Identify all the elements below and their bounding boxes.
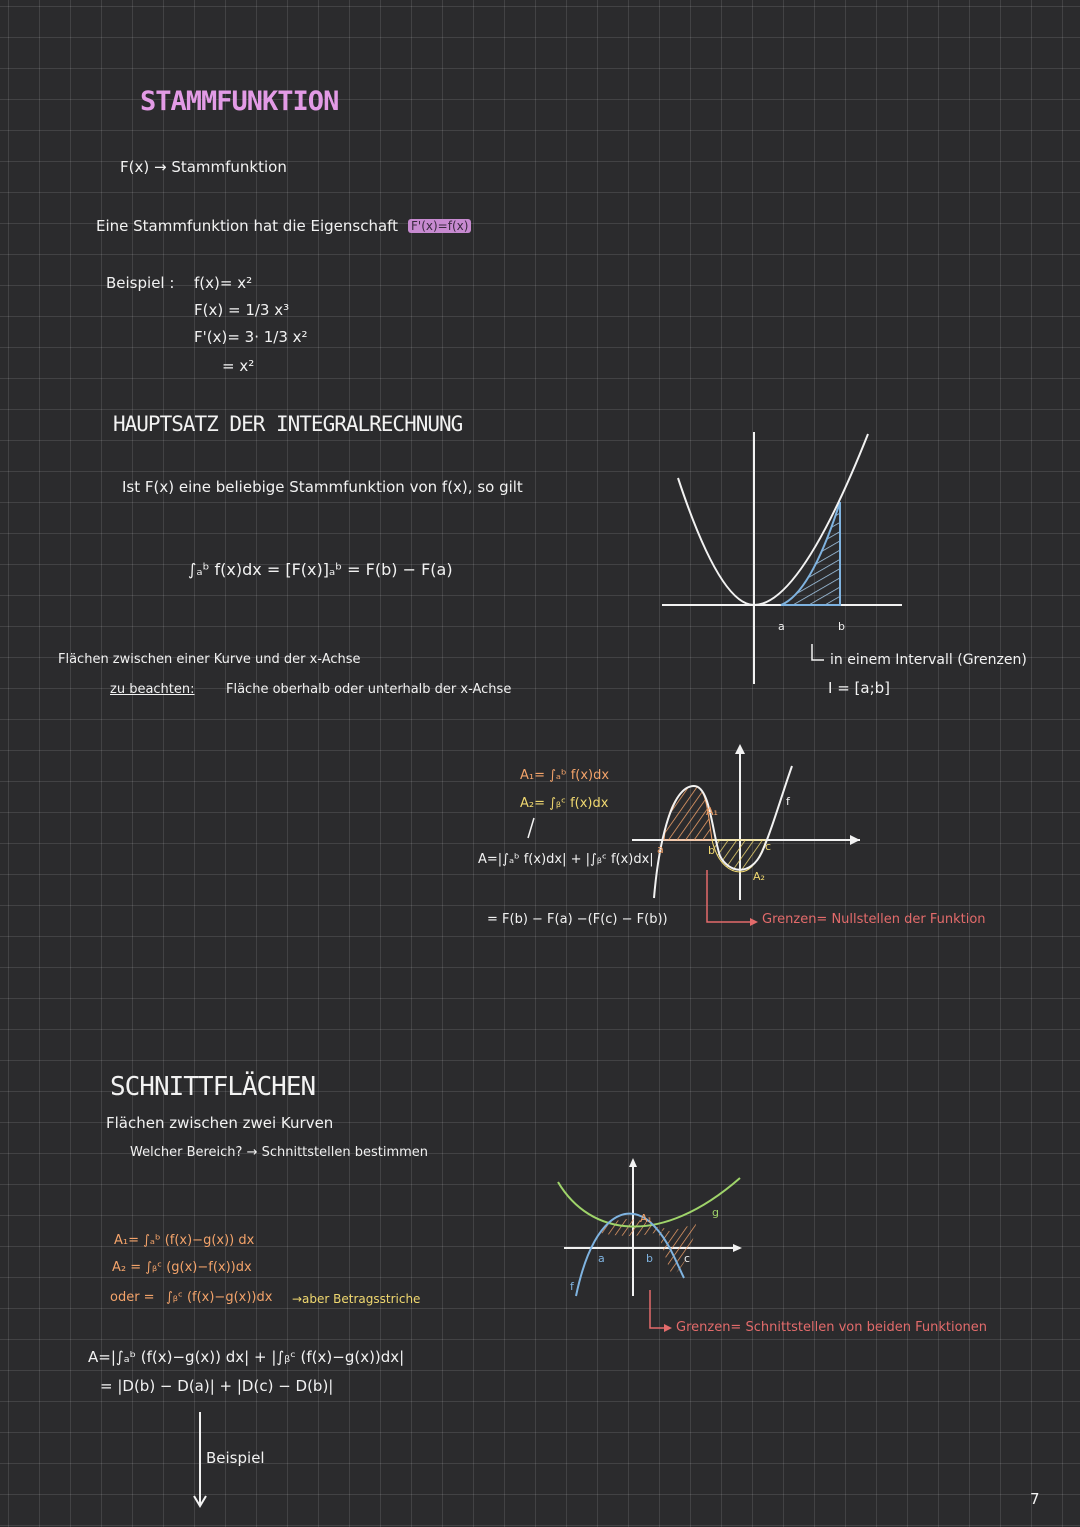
schnitt-line-2: Welcher Bereich? → Schnittstellen bestimmen	[130, 1145, 429, 1160]
oder-label: oder =	[110, 1290, 155, 1305]
formula-a1: A₁= ∫ₐᵇ f(x)dx	[520, 768, 610, 783]
section-title-schnittflaechen: SCHNITTFLÄCHEN	[110, 1072, 316, 1102]
property-formula: F'(x)=f(x)	[408, 219, 471, 233]
oder-formula: ∫ᵦᶜ (f(x)−g(x))dx	[166, 1290, 273, 1305]
note-text: Fläche oberhalb oder unterhalb der x-Achse	[226, 682, 512, 697]
formula-result: = F(b) − F(a) −(F(c) − F(b))	[487, 912, 668, 927]
page-number: 7	[1030, 1490, 1040, 1508]
formula-sum: A=|∫ₐᵇ f(x)dx| + |∫ᵦᶜ f(x)dx|	[478, 852, 654, 867]
formula-a2: A₂= ∫ᵦᶜ f(x)dx	[520, 796, 609, 811]
label-s-b: b	[646, 1252, 653, 1265]
section-title-stammfunktion: STAMMFUNKTION	[140, 86, 339, 117]
label-f: f	[786, 795, 790, 808]
label-b: b	[708, 844, 715, 857]
label-s-a: a	[598, 1252, 605, 1265]
example-label-2: Beispiel	[206, 1449, 265, 1467]
label-a: a	[657, 843, 664, 856]
label-a1: A₁	[706, 805, 718, 818]
arrow-to-schnitt	[650, 1290, 668, 1328]
example-line-4: = x²	[222, 357, 255, 375]
formula-s-sum: A=|∫ₐᵇ (f(x)−g(x)) dx| + |∫ᵦᶜ (f(x)−g(x))dx|	[88, 1348, 405, 1366]
limits-note-zeros: Grenzen= Nullstellen der Funktion	[762, 912, 986, 927]
area-heading: Flächen zwischen einer Kurve und der x-Achse	[58, 652, 361, 667]
limits-note-intersections: Grenzen= Schnittstellen von beiden Funktionen	[676, 1320, 988, 1335]
hauptsatz-formula: ∫ₐᵇ f(x)dx = [F(x)]ₐᵇ = F(b) − F(a)	[188, 560, 453, 579]
label-s-c: c	[684, 1252, 691, 1265]
formula-s-sum2: = |D(b) − D(a)| + |D(c) − D(b)|	[100, 1377, 334, 1395]
label-c: c	[765, 840, 772, 853]
formula-s-a1: A₁= ∫ₐᵇ (f(x)−g(x)) dx	[114, 1233, 255, 1248]
note-label: zu beachten:	[110, 682, 195, 697]
example-line-3: F'(x)= 3· 1/3 x²	[194, 328, 308, 346]
oder-note: →aber Betragsstriche	[292, 1292, 421, 1306]
example-label: Beispiel :	[106, 274, 175, 292]
label-s-f: f	[570, 1280, 574, 1293]
label-a2: A₂	[753, 870, 765, 883]
hauptsatz-statement: Ist F(x) eine beliebige Stammfunktion von f(x), so gilt	[122, 478, 523, 496]
schnitt-line-1: Flächen zwischen zwei Kurven	[106, 1114, 334, 1132]
label-a: a	[778, 620, 785, 633]
example-line-1: f(x)= x²	[194, 274, 253, 292]
example-line-2: F(x) = 1/3 x³	[194, 301, 290, 319]
label-b: b	[838, 620, 845, 633]
section-title-hauptsatz: HAUPTSATZ DER INTEGRALRECHNUNG	[113, 412, 463, 436]
interval-definition: I = [a;b]	[828, 679, 890, 697]
property-text: Eine Stammfunktion hat die Eigenschaft	[96, 217, 399, 235]
definition-line: F(x) → Stammfunktion	[120, 158, 287, 176]
label-g: g	[712, 1206, 719, 1219]
interval-note: in einem Intervall (Grenzen)	[830, 652, 1027, 668]
label-s-a1: A₁	[640, 1212, 652, 1225]
area-s-a2	[658, 1224, 696, 1276]
formula-s-a2: A₂ = ∫ᵦᶜ (g(x)−f(x))dx	[112, 1260, 252, 1275]
